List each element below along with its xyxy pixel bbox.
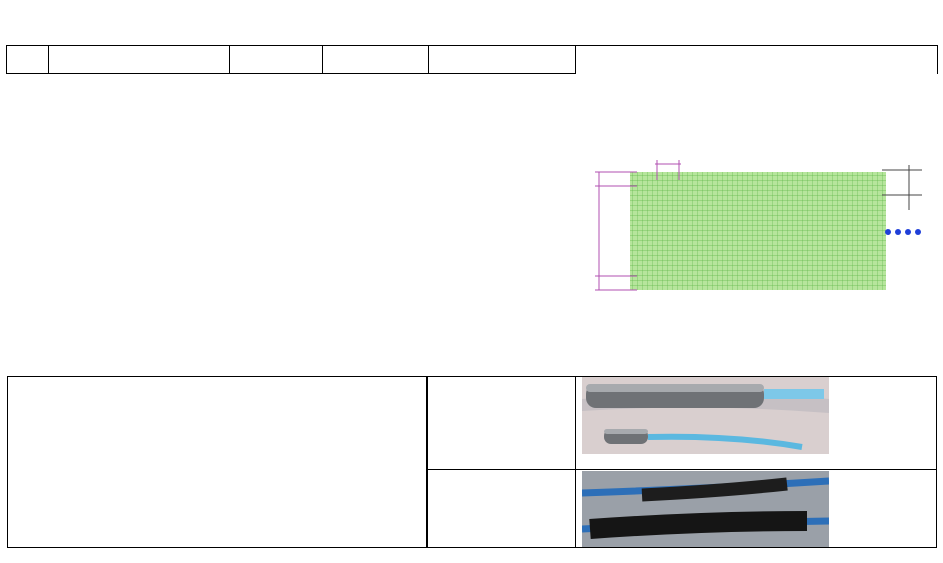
molded-connections-cell	[427, 376, 576, 470]
molded-connection-photo	[582, 377, 829, 454]
header-item	[7, 46, 49, 74]
dot-4	[915, 229, 921, 235]
heating-mesh	[630, 172, 886, 290]
table-header-row	[7, 46, 938, 74]
dot-2	[895, 229, 901, 235]
dot-1	[885, 229, 891, 235]
space-drawing	[577, 140, 937, 310]
notes-box	[7, 376, 427, 548]
photo-divider	[575, 469, 937, 470]
header-space-drawing	[576, 46, 938, 74]
spec-table	[6, 45, 938, 74]
header-type	[49, 46, 230, 74]
header-length	[429, 46, 576, 74]
header-resistance	[323, 46, 429, 74]
header-power	[230, 46, 323, 74]
dot-3	[905, 229, 911, 235]
heatshrink-connections-cell	[427, 469, 576, 548]
heatshrink-connection-photo	[582, 471, 829, 547]
